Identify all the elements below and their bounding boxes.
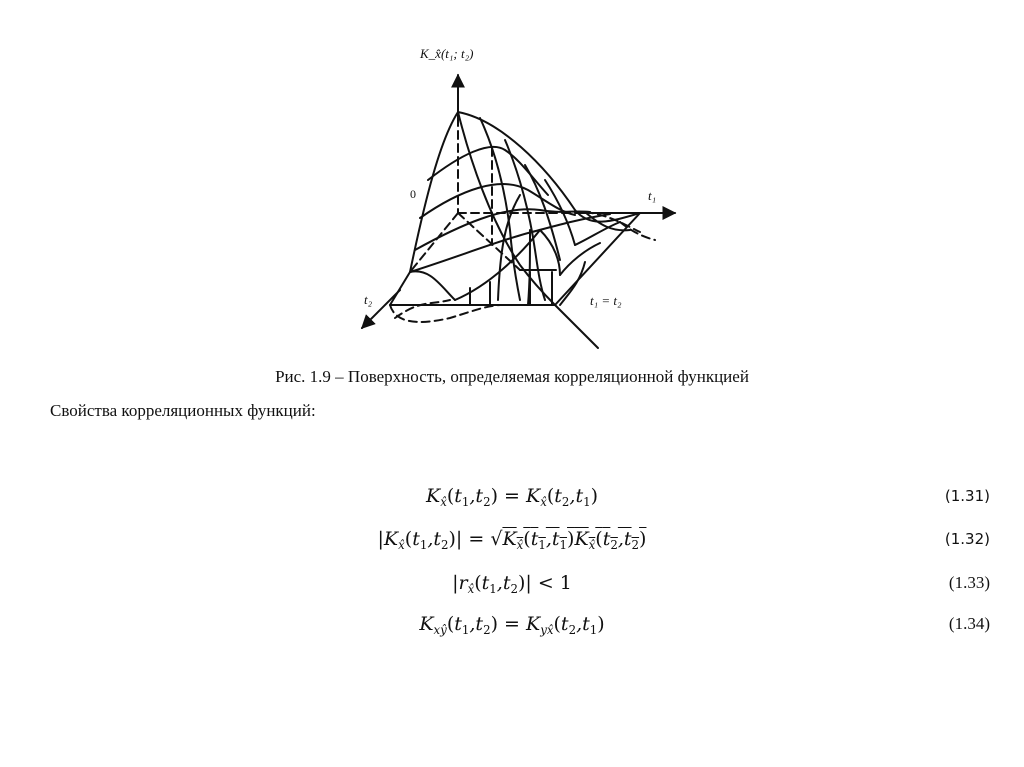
formula-number: (1.31) xyxy=(944,487,990,505)
formula-expression: $K_{x̂}(t_1,t_2) = K_{x̂}(t_2,t_1)$ xyxy=(425,485,599,510)
correlation-surface-figure xyxy=(340,40,690,360)
formula-number: (1.32) xyxy=(944,530,990,548)
vertical-axis-label: K_x̂(t₁; t₂) xyxy=(420,46,474,61)
diagonal-label: t₁ = t₂ xyxy=(590,293,622,308)
formula-number: (1.34) xyxy=(948,614,990,633)
formula-1-32 xyxy=(0,524,1024,554)
formula-number: (1.33) xyxy=(948,573,990,592)
zero-label: 0 xyxy=(410,187,416,201)
figure-caption: Рис. 1.9 – Поверхность, определяемая корреляционной функцией xyxy=(275,367,749,386)
diagonal-line xyxy=(555,305,598,348)
t1-axis-label: t₁ xyxy=(648,188,657,203)
formula-expression: $|r_{x̂}(t_1,t_2)| < 1$ xyxy=(452,572,572,597)
formula-expression: $K_{xŷ}(t_1,t_2) = K_{yx̂}(t_2,t_1)$ xyxy=(419,613,605,638)
properties-heading: Свойства корреляционных функций: xyxy=(50,401,316,420)
formula-1-31 xyxy=(0,481,1024,511)
formula-1-33 xyxy=(0,568,1024,598)
formula-expression: $|K_{x̂}(t_1,t_2)| = √K_{x̂}(t_1,t_1)K_{x̂}(t_2,t_2)$ xyxy=(377,528,647,553)
t2-axis-label: t₂ xyxy=(364,292,373,307)
formula-1-34 xyxy=(0,609,1024,639)
